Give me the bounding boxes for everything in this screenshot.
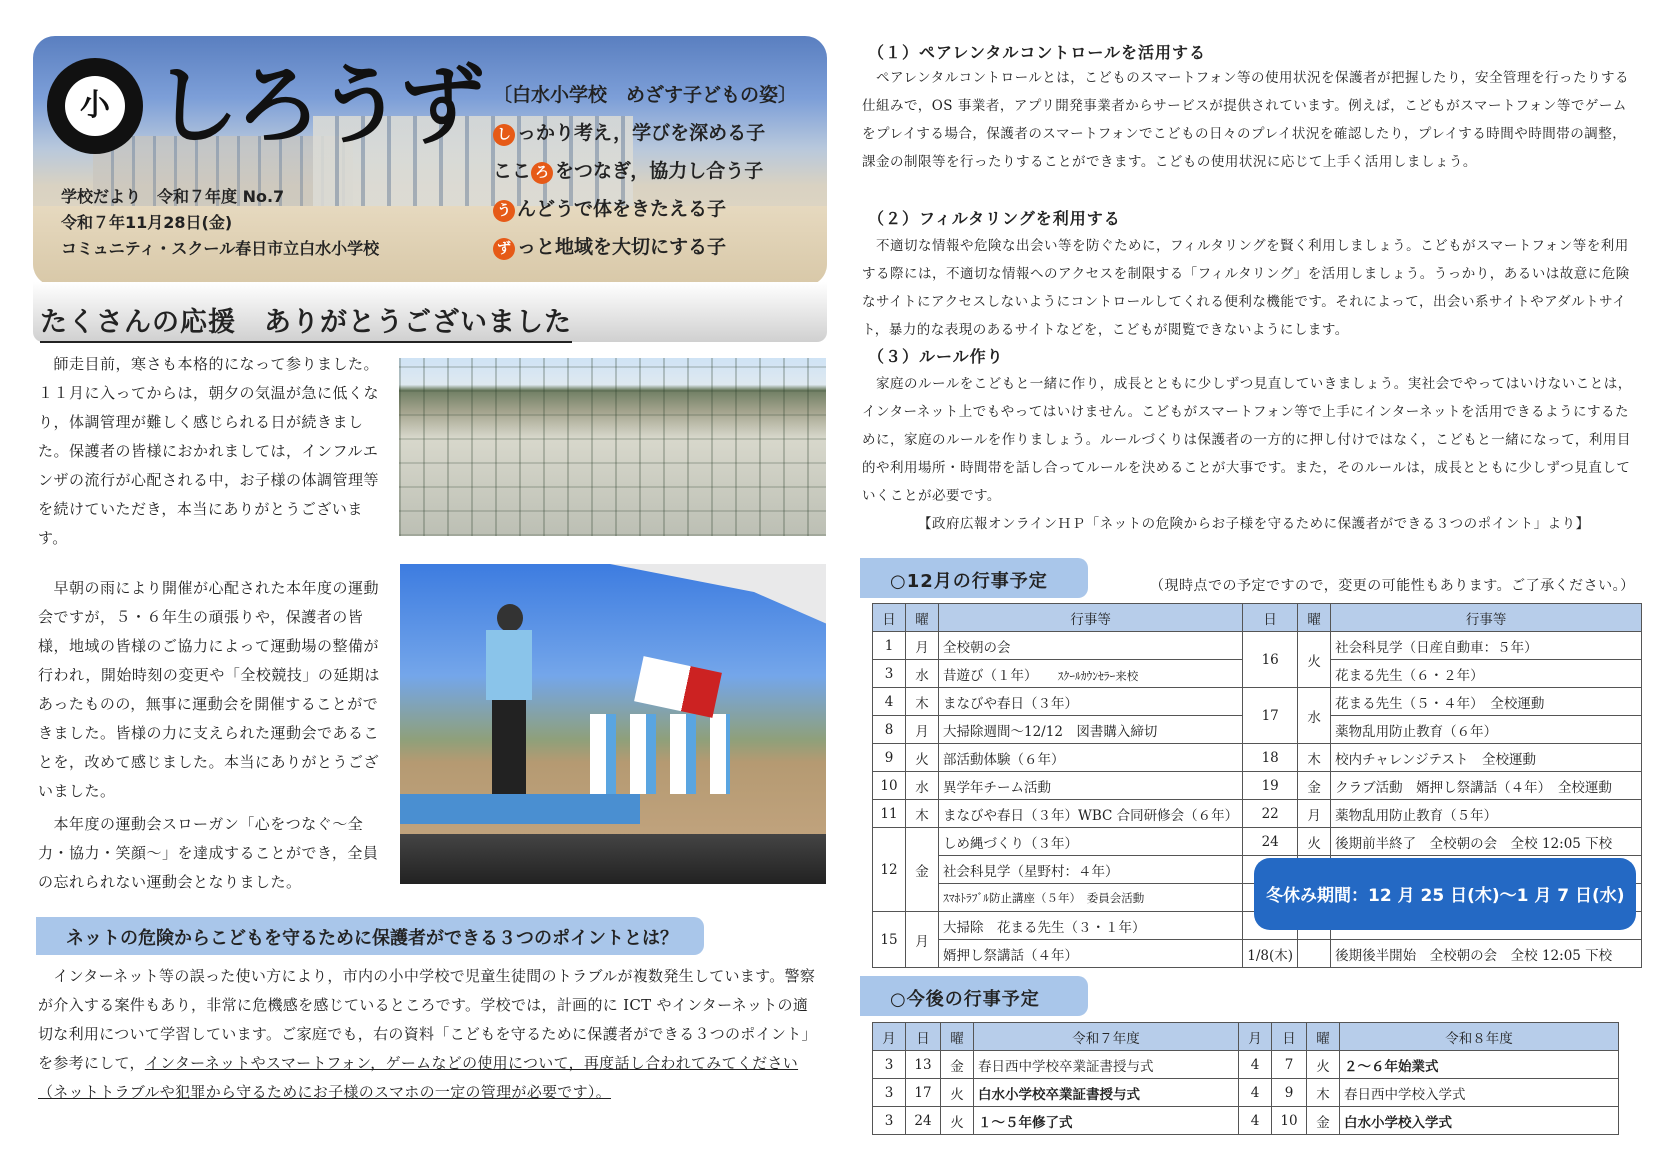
december-schedule-heading: ○12月の行事予定 <box>860 558 1088 598</box>
article-paragraph: 早朝の雨により開催が心配された本年度の運動会ですが，５・６年生の頑張りや，保護者の皆様，地域の皆様のご協力によって運動場の整備が行われ，開始時刻の変更や「全校競技」の延期はあったものの，無事に運動会を開催することができました。皆様の力に支えられた運動会であることを，改めて感じました。本当にありがとうございました。 <box>38 579 380 800</box>
future-schedule-table <box>872 1022 1619 1135</box>
table-header-row: 月 日 曜 令和７年度 月 日 曜 令和８年度 <box>873 1023 1619 1051</box>
issue-number: 学校だより 令和７年度 No.7 <box>61 187 285 206</box>
section-heading: （１）ペアレンタルコントロールを活用する <box>868 43 1207 62</box>
table-row: 11 木 まなびや春日（３年）WBC 合同研修会（６年） 22 月 薬物乱用防止教育（５年） <box>873 800 1642 828</box>
header-banner <box>33 36 827 286</box>
table-row: 3 17 火 白水小学校卒業証書授与式 4 9 木 春日西中学校入学式 <box>873 1079 1619 1107</box>
goal-item: ず っと地域を大切にする子 <box>493 228 797 266</box>
source-citation: 【政府広報オンラインＨＰ「ネットの危険からお子様を守るために保護者ができる３つのポイント」より】 <box>918 516 1590 532</box>
photo-podium <box>400 794 640 824</box>
goal-item: し っかり考え，学びを深める子 <box>493 114 797 152</box>
logo-kanji: 小 <box>80 88 110 123</box>
section-heading: （３）ルール作り <box>868 347 1004 366</box>
table-row: 社会科見学（星野村：４年） <box>873 856 1642 884</box>
table-row: 1 月 全校朝の会 16 火 社会科見学（日産自動車：５年） <box>873 632 1642 660</box>
table-row: 8 月 大掃除週間〜12/12 図書購入締切 薬物乱用防止教育（６年） <box>873 716 1642 744</box>
article-paragraph: 師走目前，寒さも本格的になって参りました。１１月に入ってからは，朝夕の気温が急に低くなり，体調管理が難しく感じられる日が続きました。保護者の皆様におかれましては，インフルエンザの流行が心配される中，お子様の体調管理等を続けていただき，本当にありがとうございます。 <box>38 355 380 547</box>
table-row: 12 金 しめ縄づくり（３年） 24 火 後期前半終了 全校朝の会 全校 12:05 下校 <box>873 828 1642 856</box>
schedule-note: （現時点での予定ですので，変更の可能性もあります。ご了承ください。） <box>1150 578 1635 594</box>
school-logo-icon <box>47 58 143 154</box>
photo-flag <box>634 656 722 718</box>
photo-crowd <box>400 834 826 884</box>
photo-children <box>590 714 730 794</box>
net-safety-heading: ネットの危険からこどもを守るために保護者ができる３つのポイントとは？ <box>36 917 704 955</box>
net-safety-underlined: インターネットやスマートフォン，ゲームなどの使用について，再度話し合われてみてください（ネットトラブルや犯罪から守るためにお子様のスマホの一定の管理が必要です）。 <box>38 1054 799 1101</box>
table-row: 3 水 昔遊び（１年） ｽｸｰﾙｶｳﾝｾﾗｰ来校 花まる先生（６・２年） <box>873 660 1642 688</box>
sports-field-photo <box>399 358 826 536</box>
article-paragraph: 本年度の運動会スローガン「心をつなぐ〜全力・協力・笑顔〜」を達成することができ，全員の忘れられない運動会となりました。 <box>38 815 379 891</box>
goal-item: ここ ろ をつなぎ，協力し合う子 <box>493 160 764 182</box>
school-goals <box>493 76 797 266</box>
section-text: 不適切な情報や危険な出会い等を防ぐために，フィルタリングを賢く利用しましょう。こどもがスマートフォン等を利用する際には，不適切な情報へのアクセスを制限する「フィルタリング」を活用しましょう。うっかり，あるいは故意に危険なサイトにアクセスしないようにコントロールしてくれる便利な機能です。それによって，出会い系サイトやアダルトサイト，暴力的な表現のあるサイトなどを，こどもが閲覧できないようにします。 <box>862 238 1630 338</box>
goals-title: 〔白水小学校 めざす子どもの姿〕 <box>493 84 798 106</box>
table-header-row: 日 曜 行事等 日 曜 行事等 <box>873 604 1642 632</box>
table-row: 3 24 火 １〜５年修了式 4 10 金 白水小学校入学式 <box>873 1107 1619 1135</box>
article-headline: たくさんの応援 ありがとうございました <box>40 300 572 343</box>
table-row: 10 水 異学年チーム活動 19 金 クラブ活動 婿押し祭講話（４年） 全校運動 <box>873 772 1642 800</box>
table-row: 婿押し祭講話（４年） 1/8(木) 後期後半開始 全校朝の会 全校 12:05 下校 <box>873 940 1642 968</box>
future-schedule-heading: ○今後の行事予定 <box>860 976 1088 1016</box>
table-row: 9 火 部活動体験（６年） 18 木 校内チャレンジテスト 全校運動 <box>873 744 1642 772</box>
goal-item: う んどうで体をきたえる子 <box>493 190 797 228</box>
table-row: ｽﾏﾎﾄﾗﾌﾞﾙ防止講座（５年） 委員会活動 <box>873 884 1642 912</box>
school-name: コミュニティ・スクール春日市立白水小学校 <box>61 239 380 258</box>
newsletter-info <box>61 184 379 262</box>
section-text: ペアレンタルコントロールとは，こどものスマートフォン等の使用状況を保護者が把握したり，安全管理を行ったりする仕組みで，OS 事業者，アプリ開発事業者からサービスが提供されています。例えば，こどもがスマートフォン等でゲームをプレイする場合，保護者のスマートフォンでこどもの日々のプレイ状況を確認したり，プレイする時間や時間帯の調整，課金の制限等を行ったりすることができます。こどもの使用状況に応じて上手く活用しましょう。 <box>862 70 1629 170</box>
newsletter-title: しろうず <box>153 56 481 156</box>
table-row: 15 月 大掃除 花まる先生（３・１年） <box>873 912 1642 940</box>
table-row: 3 13 金 春日西中学校卒業証書授与式 4 7 火 ２〜６年始業式 <box>873 1051 1619 1079</box>
section-text: 家庭のルールをこどもと一緒に作り，成長とともに少しずつ見直していきましょう。実社会でやってはいけないことは，インターネット上でもやってはいけません。こどもがスマートフォン等で上手にインターネットを活用できるようにするために，家庭のルールを作りましょう。ルールづくりは保護者の一方的に押し付けではなく，こどもと一緒になって，利用目的や利用場所・時間帯を話し合ってルールを決めることが大事です。また，そのルールは，成長とともに少しずつ見直していくことが必要です。 <box>862 376 1632 504</box>
table-row: 4 木 まなびや春日（３年） 17 水 花まる先生（５・４年） 全校運動 <box>873 688 1642 716</box>
photo-tent <box>610 564 826 634</box>
net-safety-text: インターネット等の誤った使い方により，市内の小中学校で児童生徒間のトラブルが複数発生しています。警察が介入する案件もあり，非常に危機感を感じているところです。学校では，計画的に ICT やインターネットの適切な利用について学習しています。ご家庭でも，右の資料「こどもを守るために保護者ができる３つのポイント」を参考にして，インターネットやスマートフォン，ゲームなどの使用について，再度話し合われてみてください（ネットトラブルや犯罪から守るためにお子様のスマホの一定の管理が必要です）。 <box>38 967 817 1101</box>
winter-break-banner: 冬休み期間：12 月 25 日(木)〜1 月 7 日(水) <box>1254 858 1636 930</box>
photo-teacher <box>482 604 536 794</box>
section-heading: （２）フィルタリングを利用する <box>868 209 1121 228</box>
issue-date: 令和７年11月28日(金) <box>61 213 233 232</box>
sports-day-photo <box>400 564 826 884</box>
photo-net-overlay <box>399 358 826 536</box>
